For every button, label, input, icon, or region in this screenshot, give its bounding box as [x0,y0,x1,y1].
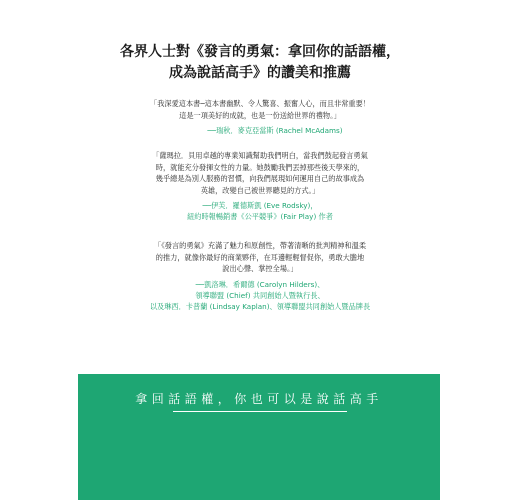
quote-line: 「我深愛這本書─這本書幽默、令人驚喜、振奮人心，而且非常重要！ [150,99,370,108]
banner-underline [173,411,347,412]
quote-attribution [0,200,520,222]
quote-body [0,240,520,275]
green-banner [78,374,440,500]
quote-line: 這是一項美好的成就，也是一份送給世界的禮物。」 [179,110,341,120]
attribution-line: 紐約時報暢銷書《公平競爭》(Fair Play) 作者 [187,212,333,222]
endorsement-quote-3 [0,240,520,312]
attribution-line: 以及琳西．卡普蘭 (Lindsay Kaplan)、領導聯盟共同創始人暨品牌長 [149,301,371,311]
quote-body [0,150,520,196]
quote-body [0,98,520,121]
attribution-line: ──瑞秋．麥克亞當斯 (Rachel McAdams) [207,126,343,136]
quote-line: 「《發言的勇氣》充滿了魅力和原創性，帶著清晰的批判精神和溫柔 [153,241,367,250]
attribution-line: ──伊芙．羅德斯凱 (Eve Rodsky)， [202,201,318,211]
title-line-1: 各界人士對《發言的勇氣：拿回你的話語權， [120,44,400,60]
quote-attribution [0,279,520,312]
quote-line: 說出心聲、掌控全場。」 [222,264,298,274]
quote-line: 英雄，改變自己被世界聽見的方式。」 [200,185,320,195]
quote-line: 時，就能充分發揮女性的力量。她鼓勵我們丟掉那些後天學來的， [155,162,365,172]
endorsement-quote-1 [0,98,520,136]
quote-attribution [0,125,520,136]
banner-slogan: 拿回話語權，你也可以是說話高手 [135,392,383,406]
quote-line: 的推力，就像你最好的商業夥伴，在耳邊輕輕督促你，勇敢大膽地 [155,252,365,262]
attribution-line: 領導聯盟 (Chief) 共同創始人暨執行長、 [195,290,325,300]
page-title [0,42,520,84]
title-line-2: 成為說話高手》的讚美和推薦 [169,65,351,81]
quote-line: 幾乎總是為別人服務的習慣，向我們展現如何運用自己的故事成為 [155,174,365,184]
attribution-line: ──凱洛琳．希爾德 (Carolyn Hilders)、 [195,279,325,289]
endorsement-quote-2 [0,150,520,222]
quote-line: 「薩瑪拉．貝用卓越的專業知識幫助我們明白，當我們鼓起發言勇氣 [152,151,368,160]
